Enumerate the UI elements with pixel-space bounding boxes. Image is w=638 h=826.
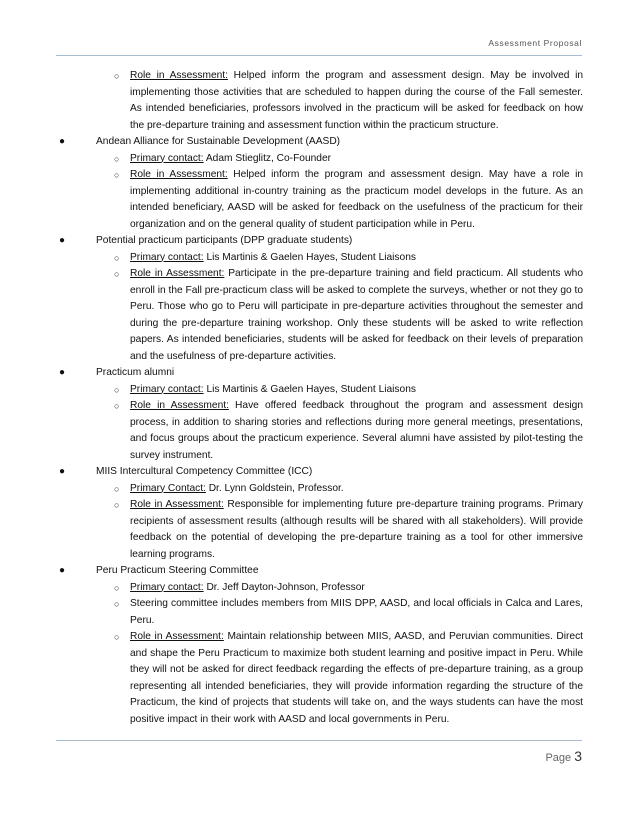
hollow-bullet-icon: ○	[114, 252, 120, 263]
item-text: Dr. Jeff Dayton-Johnson, Professor	[203, 581, 365, 593]
item-text: Maintain relationship between MIIS, AASD, and Peruvian communities. Direct and shape the Peru Practicum to maximize both student learning and positive impact in Peru. While they will not be asked for direct feedback regarding the effects of pre-departure training, as a group representing all intended beneficiaries, they will provide information regarding the structure of the Practicum, the kind of projects that students will take on, and the ways students can have the most positive impact in their work with AASD and local governments in Peru.	[130, 631, 583, 725]
item-text: Lis Martinis & Gaelen Hayes, Student Liaisons	[203, 251, 416, 263]
item-text: Participate in the pre-departure training and field practicum. All students who enroll in the Fall pre-practicum class will be asked to complete the surveys, whether or not they go to Peru. Those who go to Peru will participate in pre-departure activities throughout the semester and during the pre-departure training workshop. Only these students will be asked to write reflection papers. As intended beneficiaries, students will be asked for feedback on their levels of preparation and the usefulness of pre-departure activities.	[130, 268, 583, 362]
solid-bullet-icon: ●	[59, 565, 66, 576]
stakeholder-group	[56, 134, 583, 151]
stakeholder-group	[56, 365, 583, 382]
hollow-bullet-icon: ○	[114, 384, 120, 395]
item-text: Steering committee includes members from MIIS DPP, AASD, and local officials in Calca and Lares, Peru.	[130, 598, 583, 626]
solid-bullet-icon: ●	[59, 466, 66, 477]
page-label: Page	[545, 752, 572, 764]
solid-bullet-icon: ●	[59, 235, 66, 246]
group-title: MIIS Intercultural Competency Committee (ICC)	[96, 466, 313, 477]
hollow-bullet-icon: ○	[114, 582, 120, 593]
item-label: Role in Assessment:	[130, 400, 229, 411]
page-number: 3	[574, 748, 582, 764]
item-label: Role in Assessment:	[130, 70, 228, 81]
page-footer	[545, 748, 582, 764]
sub-bullet-item	[56, 167, 583, 233]
sub-bullet-item	[56, 382, 583, 399]
item-text: Dr. Lynn Goldstein, Professor.	[205, 482, 344, 494]
item-label: Primary contact:	[130, 383, 204, 395]
hollow-bullet-icon: ○	[114, 632, 120, 642]
group-title: Practicum alumni	[96, 367, 175, 378]
solid-bullet-icon: ●	[59, 367, 66, 378]
hollow-bullet-icon: ○	[114, 500, 120, 510]
item-label: Role in Assessment:	[130, 631, 224, 642]
footer-divider	[56, 740, 582, 741]
stakeholder-list	[56, 134, 583, 728]
item-text: Have offered feedback throughout the program and assessment design process, in addition to sharing stories and reflections during more general meetings, presentations, and focus groups about the practicum experience. Several alumni have assisted by pilot-testing the survey instrument.	[130, 400, 584, 461]
item-text: Helped inform the program and assessment design. May be involved in implementing those activities that are scheduled to happen during the course of the Fall semester. As intended beneficiaries, professors involved in the practicum will be asked for feedback on how the pre-departure training and assessment function within the practicum structure.	[130, 70, 584, 131]
item-label: Role in Assessment:	[130, 169, 228, 180]
sub-bullet-item	[56, 596, 583, 629]
hollow-bullet-icon: ○	[114, 599, 120, 609]
stakeholder-group	[56, 563, 583, 580]
item-text: Adam Stieglitz, Co-Founder	[203, 152, 332, 164]
item-label: Role in Assessment:	[130, 499, 224, 510]
hollow-bullet-icon: ○	[114, 71, 120, 81]
sub-bullet-item	[56, 266, 583, 365]
hollow-bullet-icon: ○	[114, 153, 120, 164]
hollow-bullet-icon: ○	[114, 401, 120, 411]
item-label: Primary contact:	[130, 251, 204, 263]
item-label: Primary Contact:	[130, 482, 206, 494]
sub-bullet-item	[56, 68, 583, 134]
group-title: Peru Practicum Steering Committee	[96, 565, 259, 576]
hollow-bullet-icon: ○	[114, 269, 120, 279]
hollow-bullet-icon: ○	[114, 483, 120, 494]
hollow-bullet-icon: ○	[114, 170, 120, 180]
header-divider	[56, 55, 582, 56]
group-title: Potential practicum participants (DPP graduate students)	[96, 235, 353, 246]
stakeholder-group	[56, 233, 583, 250]
item-text: Lis Martinis & Gaelen Hayes, Student Liaisons	[203, 383, 416, 395]
group-title: Andean Alliance for Sustainable Development (AASD)	[96, 136, 341, 147]
item-text: Helped inform the program and assessment design. May have a role in implementing additional in-country training as the practicum model develops in the future. As an intended beneficiary, AASD will be asked for feedback on the usefulness of the practicum for their organization and on the general quality of student participation while in Peru.	[130, 169, 583, 230]
item-label: Role in Assessment:	[130, 268, 225, 279]
item-label: Primary contact:	[130, 152, 204, 164]
stakeholder-group	[56, 464, 583, 481]
sub-bullet-item	[56, 151, 583, 168]
sub-bullet-item	[56, 497, 583, 563]
document-body	[56, 68, 583, 728]
sub-bullet-item	[56, 250, 583, 267]
running-header: Assessment Proposal	[488, 38, 582, 48]
sub-bullet-item	[56, 580, 583, 597]
sub-bullet-item	[56, 481, 583, 498]
solid-bullet-icon: ●	[59, 136, 66, 147]
sub-bullet-item	[56, 629, 583, 728]
sub-bullet-item	[56, 398, 583, 464]
item-label: Primary contact:	[130, 581, 204, 593]
item-text: Responsible for implementing future pre-departure training programs. Primary recipients of assessment results (although results will be shared with all stakeholders). Will provide feedback on the potential of developing the pre-departure training as a tool for other immersive learning programs.	[130, 499, 584, 560]
